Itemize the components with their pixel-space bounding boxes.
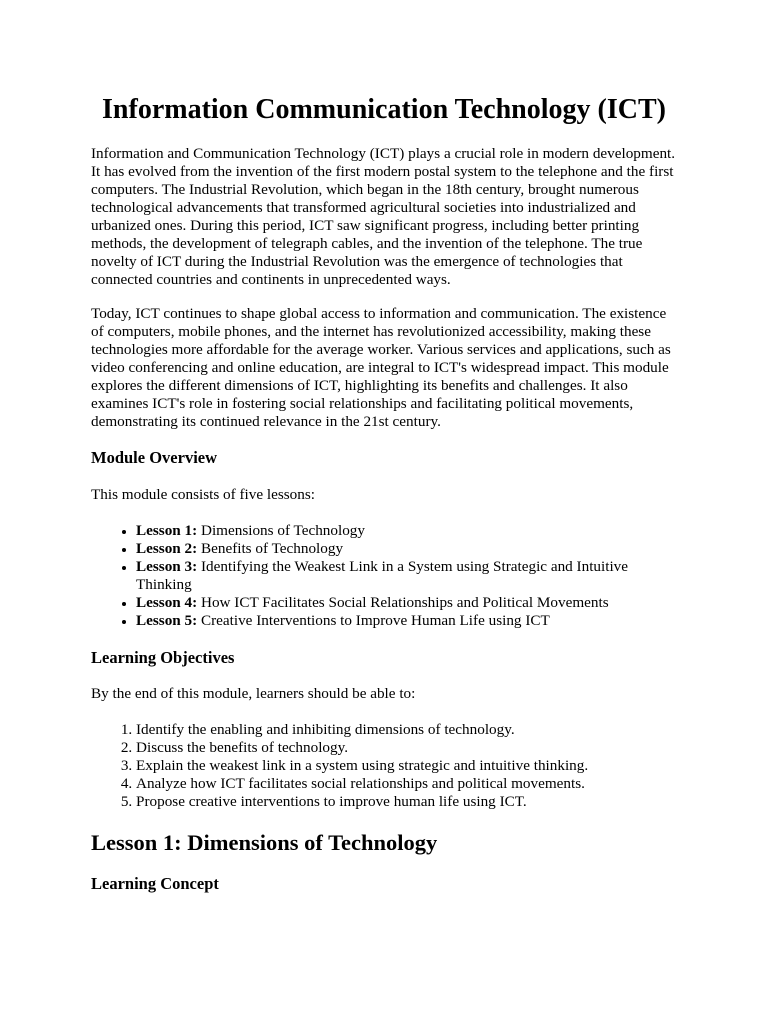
lesson-text: Benefits of Technology [197,540,344,557]
list-item [136,540,681,558]
lesson-text: Identifying the Weakest Link in a System using Strategic and Intuitive Thinking [136,558,629,593]
module-overview-lead: This module consists of five lessons: [91,486,316,503]
list-item [136,612,681,630]
list-item: 4. Analyze how ICT facilitates social relationships and political movements. [136,775,681,793]
lesson-label: Lesson 1: [136,522,198,539]
lesson-text: Dimensions of Technology [197,522,365,539]
learning-objectives-lead: By the end of this module, learners should be able to: [91,685,416,702]
intro-paragraph-1: Information and Communication Technology (ICT) plays a crucial role in modern development. It has evolved from the invention of the first modern postal system to the telephone and the first computers. The Industrial Revolution, which began in the 18th century, brought numerous technological advancements that transformed agricultural societies into industrialized and urbanized ones. During this period, ICT saw significant progress, including better printing methods, the development of telegraph cables, and the invention of the telephone. The true novelty of ICT during the Industrial Revolution was the emergence of technologies that connected countries and continents in unprecedented ways. [91,145,676,288]
lesson-label: Lesson 3: [136,558,198,575]
lesson-label: Lesson 4: [136,594,198,611]
lesson-text: Creative Interventions to Improve Human Life using ICT [197,612,550,629]
list-item: 2. Discuss the benefits of technology. [136,739,681,757]
intro-paragraph-2: Today, ICT continues to shape global access to information and communication. The existence of computers, mobile phones, and the internet has revolutionized accessibility, making these technologies more affordable for the average worker. Various services and applications, such as video conferencing and online education, are integral to ICT's widespread impact. This module explores the different dimensions of ICT, highlighting its benefits and challenges. It also examines ICT's role in fostering social relationships and facilitating political movements, demonstrating its continued relevance in the 21st century. [91,305,671,430]
document-title: Information Communication Technology (ICT) [102,94,666,125]
learning-concept-heading: Learning Concept [91,874,219,893]
lesson-label: Lesson 5: [136,612,198,629]
list-item [136,594,681,612]
list-item: 1. Identify the enabling and inhibiting dimensions of technology. [136,721,681,739]
objectives-list [91,721,681,811]
lesson-text: How ICT Facilitates Social Relationships and Political Movements [197,594,609,611]
lesson-1-heading: Lesson 1: Dimensions of Technology [91,830,438,855]
learning-objectives-heading: Learning Objectives [91,648,235,667]
list-item: 5. Propose creative interventions to improve human life using ICT. [136,793,681,811]
list-item [136,522,681,540]
list-item: 3. Explain the weakest link in a system using strategic and intuitive thinking. [136,757,681,775]
list-item [136,558,681,594]
lesson-label: Lesson 2: [136,540,198,557]
lesson-list [91,522,681,630]
module-overview-heading: Module Overview [91,448,218,467]
